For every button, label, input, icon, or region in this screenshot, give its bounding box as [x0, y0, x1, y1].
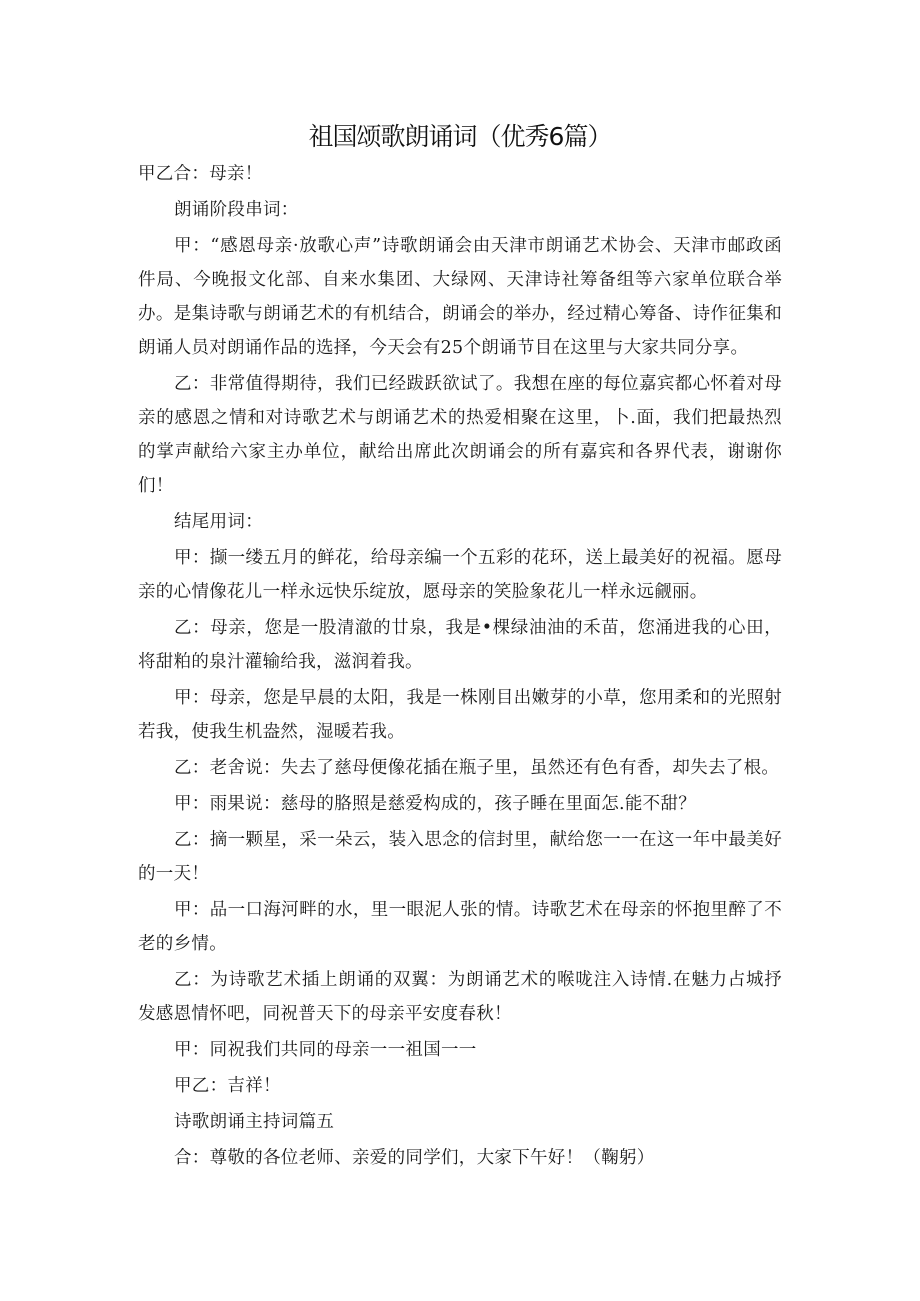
paragraph: 甲：撷一缕五月的鲜花，给母亲编一个五彩的花环，送上最美好的祝福。愿母亲的心情像花儿一样永远快乐绽放，愿母亲的笑脸象花儿一样永远觎丽。 — [138, 548, 782, 602]
paragraph: 甲：同祝我们共同的母亲一一祖国一一 — [174, 1040, 477, 1060]
paragraph: 乙：非常值得期待，我们已经跋跃欲试了。我想在座的每位嘉宾都心怀着对母亲的感恩之情和对诗歌艺术与朗诵艺术的热爱相聚在这里，卜.面，我们把最热烈的掌声献给六家主办单位，献给出席此次朗诵会的所有嘉宾和各界代表，谢谢你们！ — [138, 374, 782, 496]
paragraph: 朗诵阶段串词： — [174, 200, 299, 220]
paragraph: 诗歌朗诵主持词篇五 — [174, 1112, 335, 1132]
paragraph: 甲：雨果说：慈母的胳照是慈爱构成的，孩子睡在里面怎.能不甜？ — [174, 794, 697, 814]
paragraph: 甲乙合：母亲！ — [138, 164, 263, 184]
document-body — [138, 157, 782, 1177]
paragraph: 甲：“感恩母亲·放歌心声”诗歌朗诵会由天津市朗诵艺术协会、天津市邮政函件局、今晚报文化部、自来水集团、大绿网、天津诗社筹备组等六家单位联合举办。是集诗歌与朗诵艺术的有机结合，朗诵会的举办，经过精心筹备、诗作征集和朗诵人员对朗诵作品的选择，今天会有25个朗诵节目在这里与大家共同分享。 — [138, 236, 782, 358]
paragraph: 甲乙：吉祥！ — [174, 1076, 281, 1096]
paragraph: 甲：品一口海河畔的水，里一眼泥人张的情。诗歌艺术在母亲的怀抱里醉了不老的乡情。 — [138, 900, 782, 954]
paragraph: 甲：母亲，您是早晨的太阳，我是一株刚目出嫩芽的小草，您用柔和的光照射若我，使我生机盎然，湿暖若我。 — [138, 688, 782, 742]
paragraph: 乙：摘一颗星，采一朵云，装入思念的信封里，献给您一一在这一年中最美好的一天！ — [138, 830, 782, 884]
paragraph: 结尾用词： — [174, 512, 263, 532]
paragraph: 乙：为诗歌艺术插上朗诵的双翼：为朗诵艺术的喉咙注入诗情.在魅力占城抒发感恩情怀吧，同祝普天下的母亲平安度春秋！ — [138, 970, 782, 1024]
paragraph: 乙：老舍说：失去了慈母便像花插在瓶子里，虽然还有色有香，却失去了根。 — [174, 758, 780, 778]
document-title: 祖国颂歌朗诵词（优秀6篇） — [308, 122, 612, 151]
paragraph: 乙：母亲，您是一股清澈的廿泉，我是•棵绿油油的禾苗，您涌进我的心田，将甜粕的泉汁灌输给我，滋润着我。 — [138, 618, 782, 672]
paragraph: 合：尊敬的各位老师、亲爱的同学们，大家下午好！（鞠躬） — [174, 1148, 655, 1168]
